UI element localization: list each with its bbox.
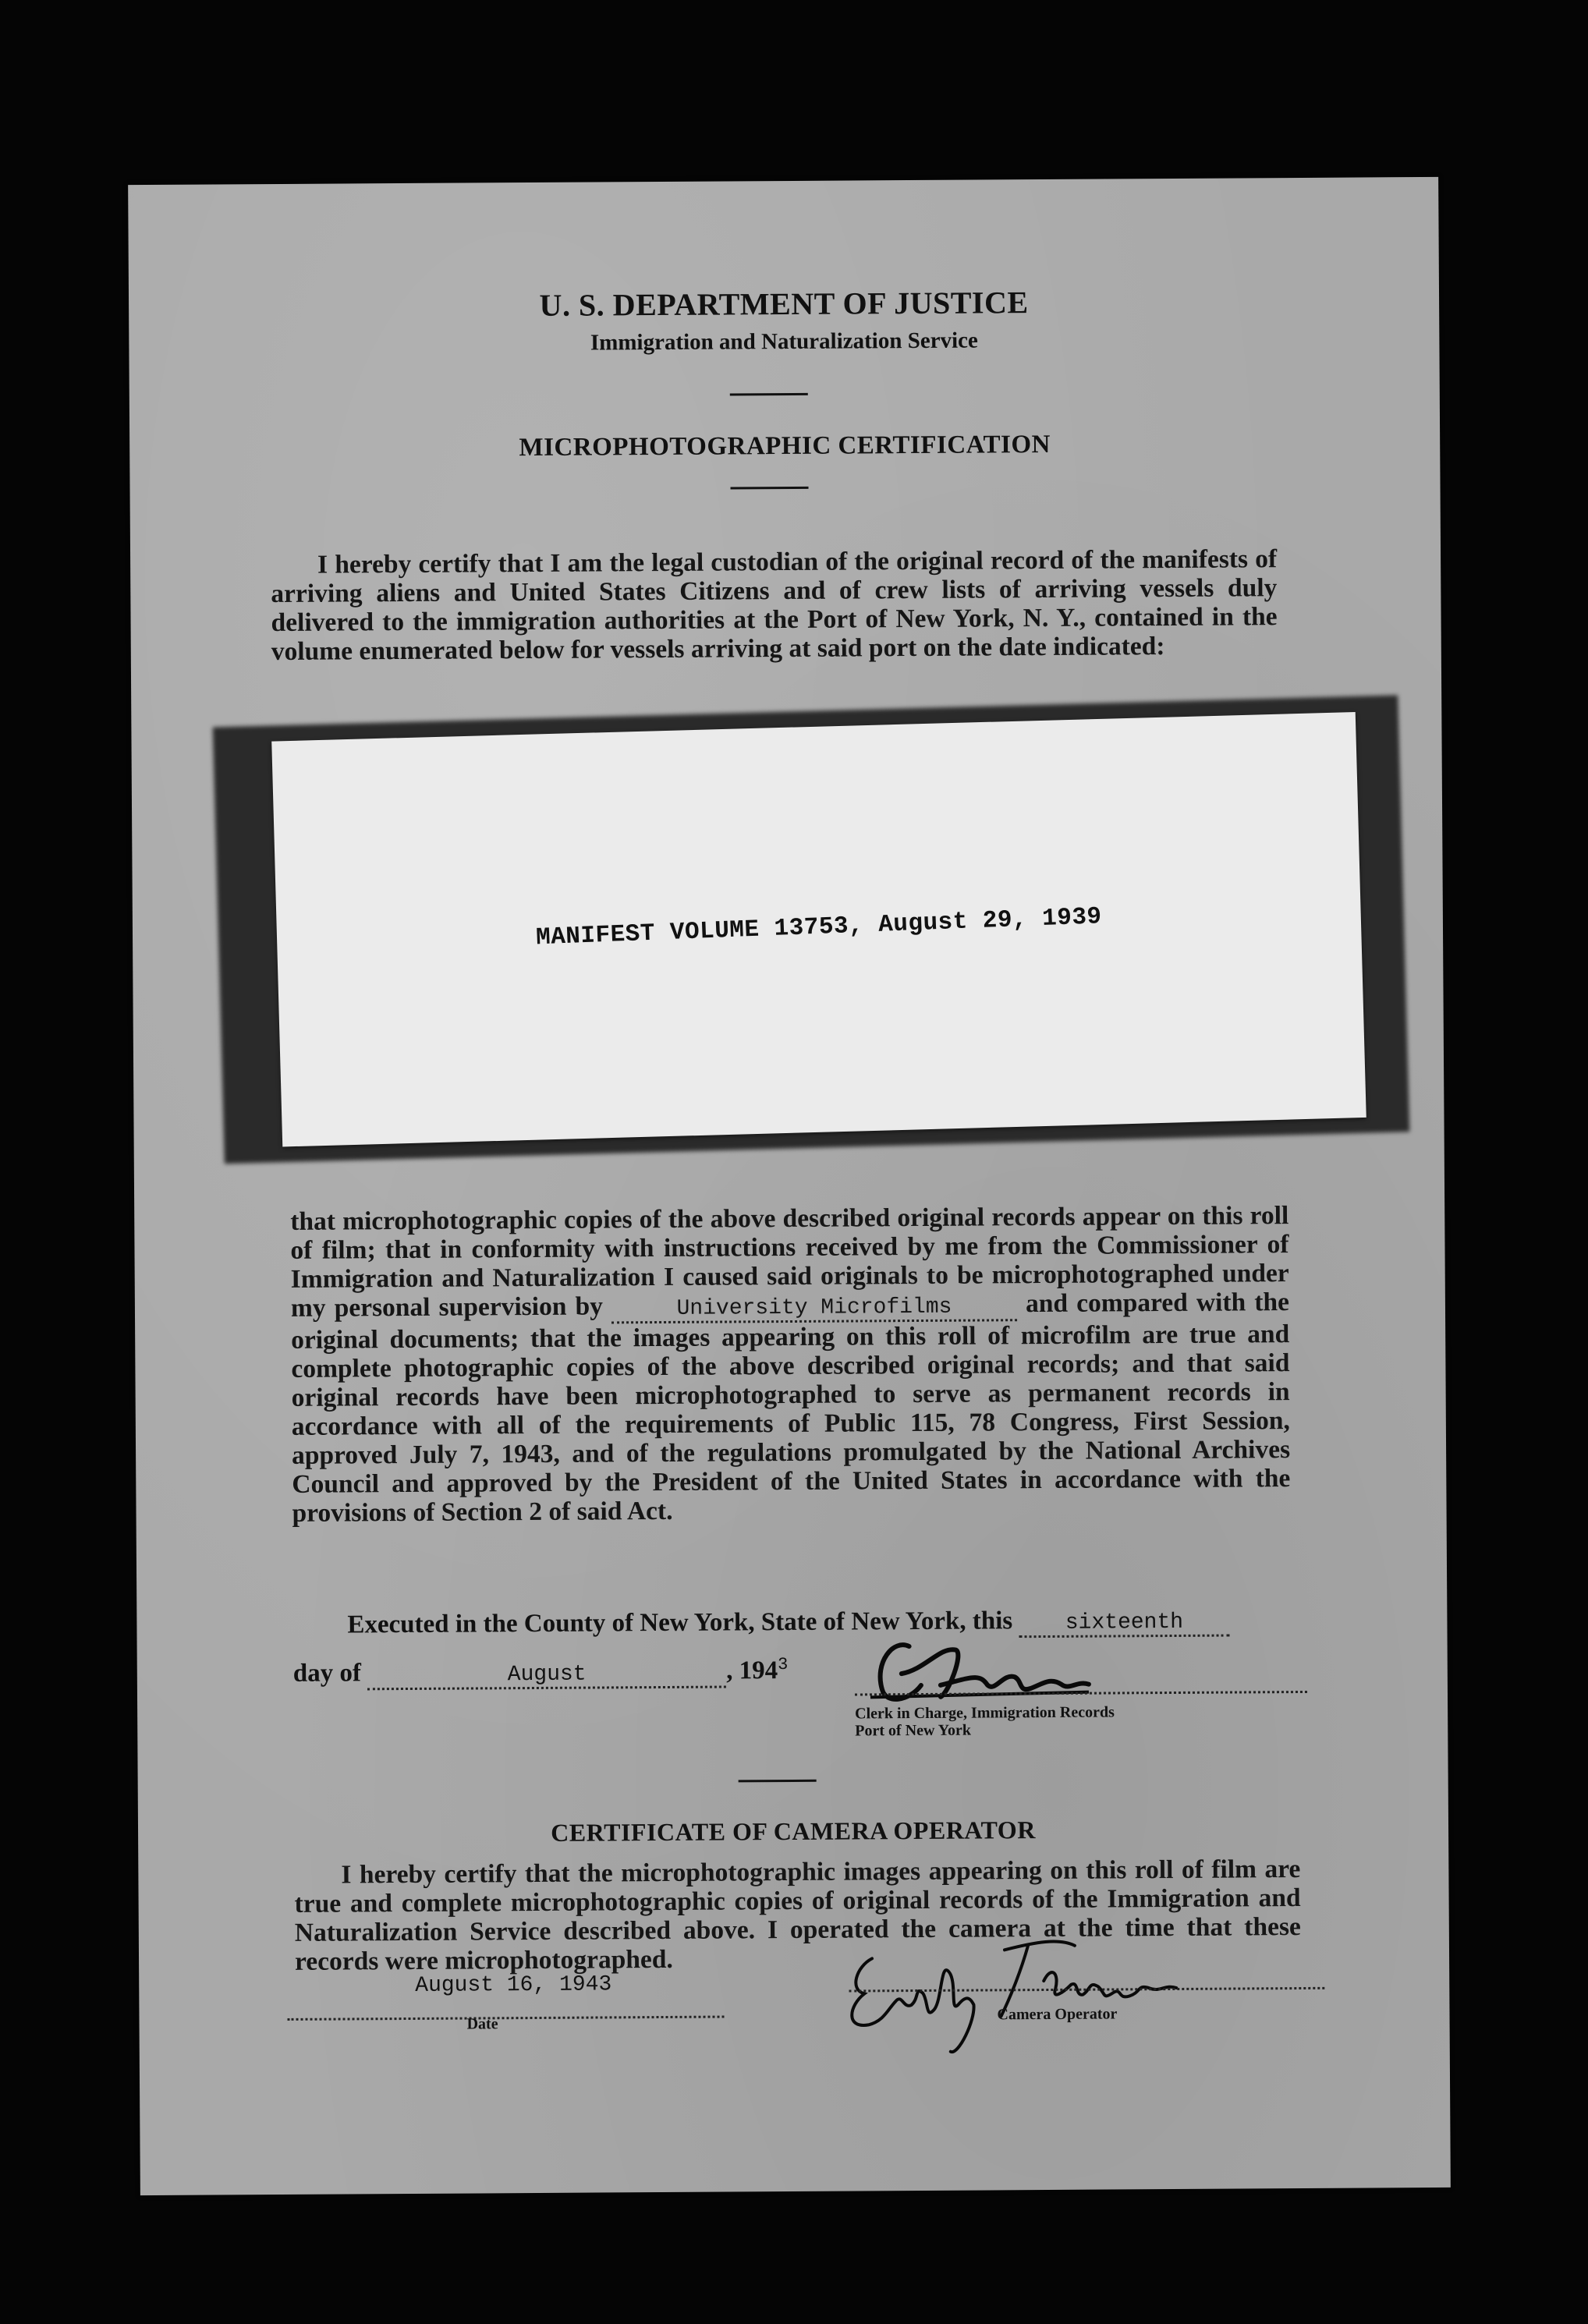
camera-certificate-paragraph: I hereby certify that the microphotographic images appearing on this roll of film are true and complete microphotographic copies of original records of the Immigration and Naturalization Service described above. I operated the camera at the time that these records were microphotographed. [294,1855,1301,1976]
month-field: August [367,1663,726,1691]
heading-divider-bottom [731,487,809,490]
camera-date-label: Date [466,2015,498,2033]
manifest-slip [271,712,1366,1146]
camera-date-field: August 16, 1943 [415,1972,612,1998]
clerk-location: Port of New York [855,1721,972,1740]
execution-text: Executed in the County of New York, State of New York, this [347,1607,1013,1639]
day-of-line [293,1655,789,1691]
year-digit: 3 [778,1655,789,1675]
clerk-title-block [855,1703,1115,1739]
microfilm-paragraph [290,1201,1290,1528]
microfilm-paragraph-part2: and compared with the original documents; that the images appearing on this roll of microfilm are true and complete photographic copies of the above described original records; and that said original records have been microphotographed to serve as permanent records in accordance with all of the requirements of Public 115, 78 Congress, First Session, approved July 7, 1943, and of the regulations promulgated by the National Archives Council and approved by the President of the United States in accordance with the provisions of Section 2 of said Act. [291,1288,1291,1528]
manifest-volume-text: MANIFEST VOLUME 13753, August 29, 1939 [535,903,1103,952]
supervisor-field: University Microfilms [611,1295,1017,1323]
camera-certificate-title: CERTIFICATE OF CAMERA OPERATOR [551,1816,1036,1847]
camera-operator-signature [841,1925,1185,2060]
department-heading: U. S. DEPARTMENT OF JUSTICE [539,285,1029,323]
microfilm-paragraph-part1: that microphotographic copies of the above described original records appear on this roll of film; that in conformity with instructions received by me from the Commissioner of Immigration and Naturalization I caused said originals to be microphotographed under my personal supervision by [290,1201,1289,1323]
execution-day-field: sixteenth [1019,1611,1229,1638]
section-divider [739,1780,817,1783]
certificate-page [128,177,1451,2195]
camera-date-line [287,1993,724,2021]
clerk-title: Clerk in Charge, Immigration Records [855,1703,1115,1723]
custodian-paragraph: I hereby certify that I am the legal custodian of the original record of the manifests of arriving aliens and United States Citizens and of crew lists of arriving vessels duly delivered to the immigration authorities at the Port of New York, N. Y., contained in the volume enumerated below for vessels arriving at said port on the date indicated: [271,544,1278,667]
service-subheading: Immigration and Naturalization Service [590,328,978,356]
execution-line [347,1606,1229,1642]
certification-title: MICROPHOTOGRAPHIC CERTIFICATION [519,430,1051,462]
camera-operator-label: Camera Operator [997,2005,1118,2024]
year-prefix: , 194 [726,1656,778,1685]
heading-divider-top [730,393,808,396]
day-of-label: day of [292,1659,362,1688]
